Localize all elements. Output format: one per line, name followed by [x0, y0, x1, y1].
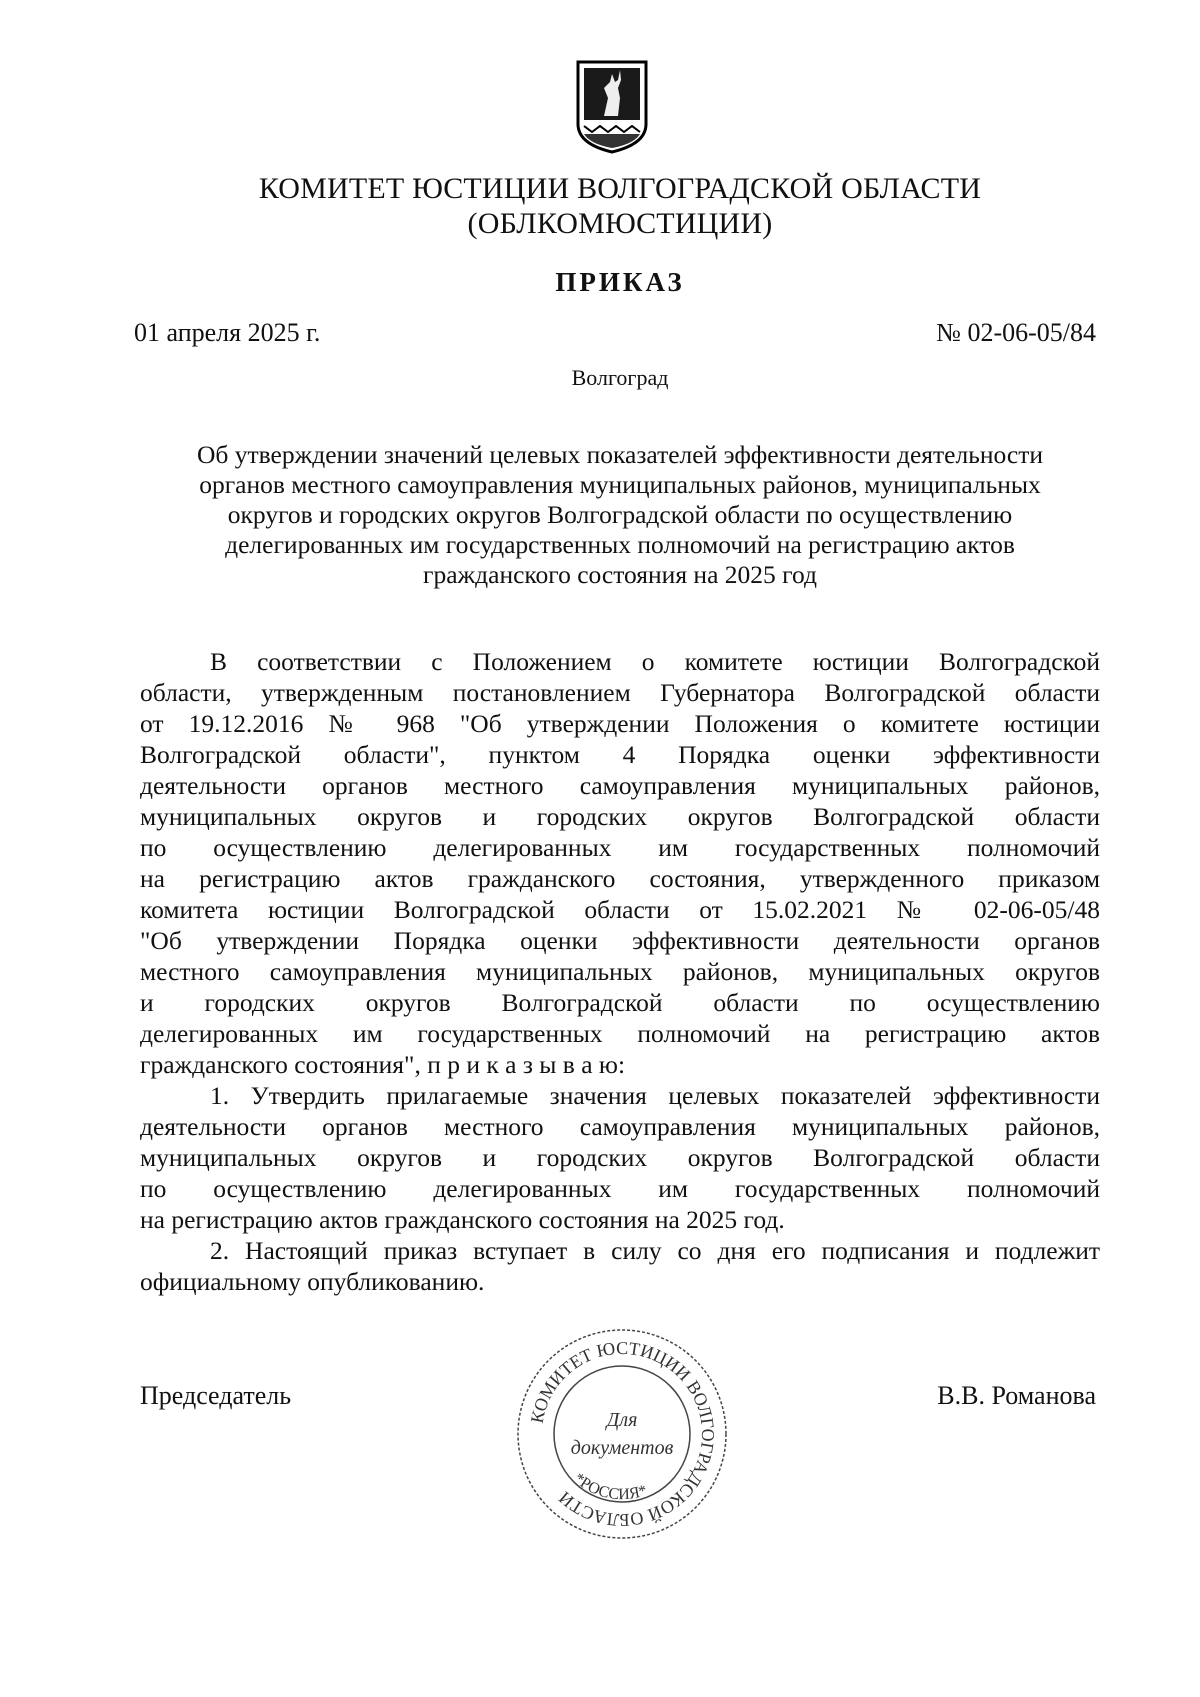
official-stamp	[512, 1324, 732, 1544]
item-2-line: официальному опубликованию.	[140, 1267, 485, 1296]
body-line	[140, 1049, 1100, 1080]
item-2-line: 2. Настоящий приказ вступает в силу со дня его подписания и подлежит	[210, 1236, 1100, 1265]
document-date: 01 апреля 2025 г.	[134, 318, 321, 347]
document-city: Волгоград	[571, 365, 669, 390]
document-type: ПРИКАЗ	[555, 267, 685, 297]
body-line: от 19.12.2016 № 968 "Об утверждении Положения о комитете юстиции	[140, 709, 1100, 738]
body-line: деятельности органов местного самоуправления муниципальных районов,	[140, 771, 1100, 800]
stamp-ring-text: КОМИТЕТ ЮСТИЦИИ ВОЛГОГРАДСКОЙ ОБЛАСТИ	[526, 1337, 719, 1531]
subject-line: Об утверждении значений целевых показателей эффективности деятельности	[197, 440, 1043, 469]
item-1-line: муниципальных округов и городских округов Волгоградской области	[140, 1143, 1100, 1172]
body-line: делегированных им государственных полномочий на регистрацию актов	[140, 1019, 1100, 1048]
organization-short-name: (ОБЛКОМЮСТИЦИИ)	[467, 207, 773, 240]
order-word: п р и к а з ы в а ю:	[427, 1050, 626, 1079]
document-number: № 02-06-05/84	[936, 318, 1096, 347]
item-1-line: 1. Утвердить прилагаемые значения целевых показателей эффективности	[210, 1081, 1100, 1110]
document-body	[140, 646, 1100, 1297]
body-line: Волгоградской области", пунктом 4 Порядка оценки эффективности	[140, 740, 1100, 769]
signatory-role: Председатель	[140, 1381, 292, 1410]
organization-name: КОМИТЕТ ЮСТИЦИИ ВОЛГОГРАДСКОЙ ОБЛАСТИ	[258, 172, 982, 205]
body-line: и городских округов Волгоградской области по осуществлению	[140, 988, 1100, 1017]
body-line: В соответствии с Положением о комитете юстиции Волгоградской	[210, 647, 1100, 676]
item-1-line: по осуществлению делегированных им государственных полномочий	[140, 1174, 1100, 1203]
body-line: области, утвержденным постановлением Губернатора Волгоградской области	[140, 678, 1100, 707]
stamp-bottom-text: *РОССИЯ*	[570, 1470, 650, 1504]
subject-line: делегированных им государственных полномочий на регистрацию актов	[225, 530, 1015, 559]
body-line: местного самоуправления муниципальных районов, муниципальных округов	[140, 957, 1100, 986]
stamp-center-line1: Для	[606, 1409, 638, 1431]
signatory-name: В.В. Романова	[937, 1381, 1096, 1410]
subject-line: органов местного самоуправления муниципальных районов, муниципальных	[199, 470, 1041, 499]
body-line: комитета юстиции Волгоградской области от 15.02.2021 № 02-06-05/48	[140, 895, 1100, 924]
stamp-center-line2: документов	[570, 1437, 674, 1459]
body-line: по осуществлению делегированных им государственных полномочий	[140, 833, 1100, 862]
subject-line: округов и городских округов Волгоградской области по осуществлению	[227, 500, 1013, 529]
body-line: муниципальных округов и городских округов Волгоградской области	[140, 802, 1100, 831]
coat-of-arms-icon	[574, 58, 650, 154]
item-1-line: на регистрацию актов гражданского состояния на 2025 год.	[140, 1205, 785, 1234]
item-1-line: деятельности органов местного самоуправления муниципальных районов,	[140, 1112, 1100, 1141]
body-line: "Об утверждении Порядка оценки эффективности деятельности органов	[140, 926, 1100, 955]
body-line: на регистрацию актов гражданского состояния, утвержденного приказом	[140, 864, 1100, 893]
document-subject	[140, 440, 1100, 590]
body-line-text: гражданского состояния",	[140, 1050, 421, 1079]
subject-line: гражданского состояния на 2025 год	[423, 560, 817, 589]
